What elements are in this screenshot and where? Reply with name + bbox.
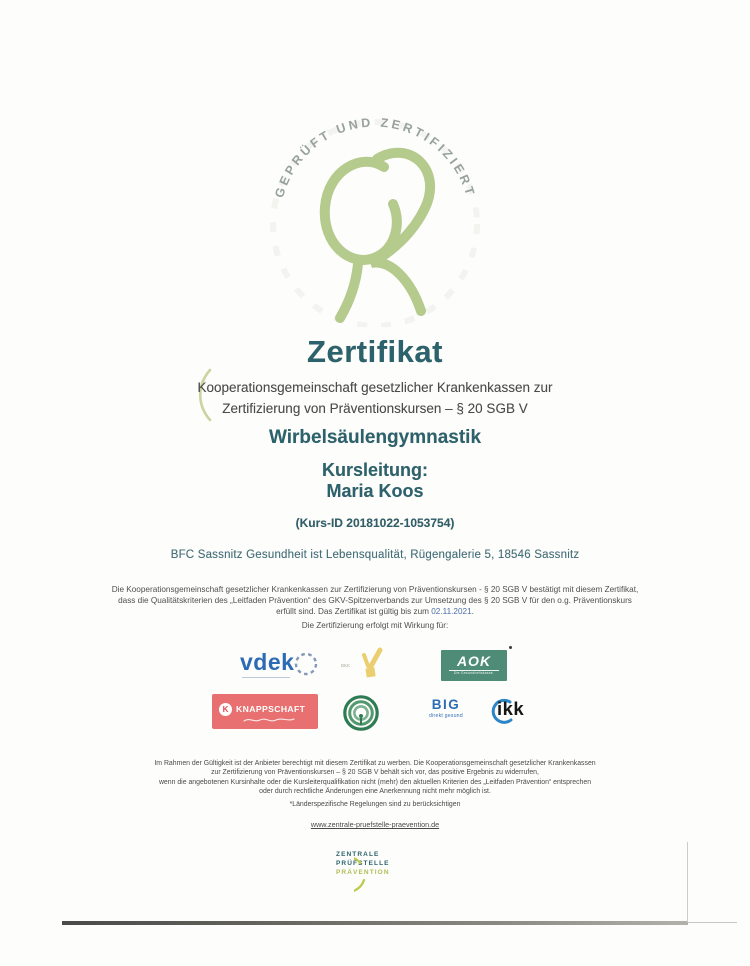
zpp-line-2: PRÜFSTELLE [336,860,390,867]
vdek-dotted-circle-icon [293,651,319,677]
valid-until-date: 02.11.2021 [431,607,472,616]
disclaimer-line-1: Im Rahmen der Gültigkeit ist der Anbieter berechtigt mit diesem Zertifikat zu werben. Die Kooperationsgemeinschaft gesetzlicher Krankenkassen [154,760,596,767]
zpp-circle-icon [354,844,402,892]
disclaimer-line-3: wenn die angebotenen Kursinhalte oder die Kursleiterqualifikation nicht (mehr) den aktuellen Kriterien des „Leitfaden Prävention“ entsprechen [158,778,592,786]
knappschaft-tagline-script [242,715,298,725]
stamp-arc-text: GEPRÜFT UND ZERTIFIZIERT [272,115,478,200]
aok-registered-dot [509,646,512,649]
leader-name: Maria Koos [326,481,424,501]
aok-logo [441,650,507,681]
disclaimer-paragraph [0,759,750,797]
svlfg-rings-icon [342,694,380,732]
provider-line: BFC Sassnitz Gesundheit ist Lebensqualität, Rügengalerie 5, 18546 Sassnitz [170,549,580,561]
scan-right-edge [687,842,688,922]
subtitle-line-1: Kooperationsgemeinschaft gesetzlicher Krankenkassen zur [197,380,553,395]
knappschaft-logo [212,694,318,729]
bkk-logo-label: BKK [341,663,351,668]
vdek-tagline-line [242,677,290,678]
stamp-figure-icon [325,153,430,318]
big-logo [420,697,472,719]
aok-subtext: Die Gesundheitskasse. [453,671,495,675]
certification-effect-line: Die Zertifizierung erfolgt mit Wirkung für: [301,621,449,630]
big-wordmark: BIG [431,697,461,712]
ikk-wordmark: ikk [497,698,525,719]
regional-footnote: *Länderspezifische Regelungen sind zu berücksichtigen [289,801,461,808]
knappschaft-wordmark: KNAPPSCHAFT [236,704,306,714]
disclaimer-line-2: zur Zertifizierung von Präventionskursen – § 20 SGB V behält sich vor, das positive Ergebnis zu widerrufen, [211,769,539,777]
validity-paragraph [0,584,750,617]
website-link: www.zentrale-pruefstelle-praevention.de [310,820,440,829]
validity-line-1: Die Kooperationsgemeinschaft gesetzlicher Krankenkassen zur Zertifizierung von Präventionskursen - § 20 SGB V bestätigt mit diesem Zertifikat, [111,585,639,594]
course-id: (Kurs-ID 20181022-1053754) [295,516,455,530]
validity-line-2: dass die Qualitätskriterien des „Leitfaden Prävention“ des GKV-Spitzenverbands zur Umsetzung des § 20 SGB V für den o.g. Präventionskurs [118,596,632,605]
course-leader-block [0,460,750,502]
disclaimer-line-4: oder durch rechtliche Änderungen eine Anerkennung nicht mehr möglich ist. [259,788,491,796]
vdek-logo: vdek [240,649,295,675]
scan-bottom-edge [62,921,688,925]
scan-bottom-edge-thin [688,922,737,923]
zpp-line-3: PRÄVENTION [336,869,390,876]
subtitle-line-2: Zertifizierung von Präventionskursen – § 20 SGB V [222,401,528,416]
knappschaft-emblem-icon: K [219,703,232,716]
certified-stamp-logo [262,112,488,327]
certificate-subtitle [0,377,750,419]
leader-label: Kursleitung: [322,460,428,480]
zpp-line-1: ZENTRALE [336,851,380,858]
course-title: Wirbelsäulengymnastik [268,427,482,448]
big-subtext: direkt gesund [429,713,463,719]
aok-wordmark: AOK [456,653,492,669]
certificate-title: Zertifikat [307,334,443,369]
validity-line-3: erfüllt sind. Das Zertifikat ist gültig bis zum 02.11.2021. [276,607,474,616]
